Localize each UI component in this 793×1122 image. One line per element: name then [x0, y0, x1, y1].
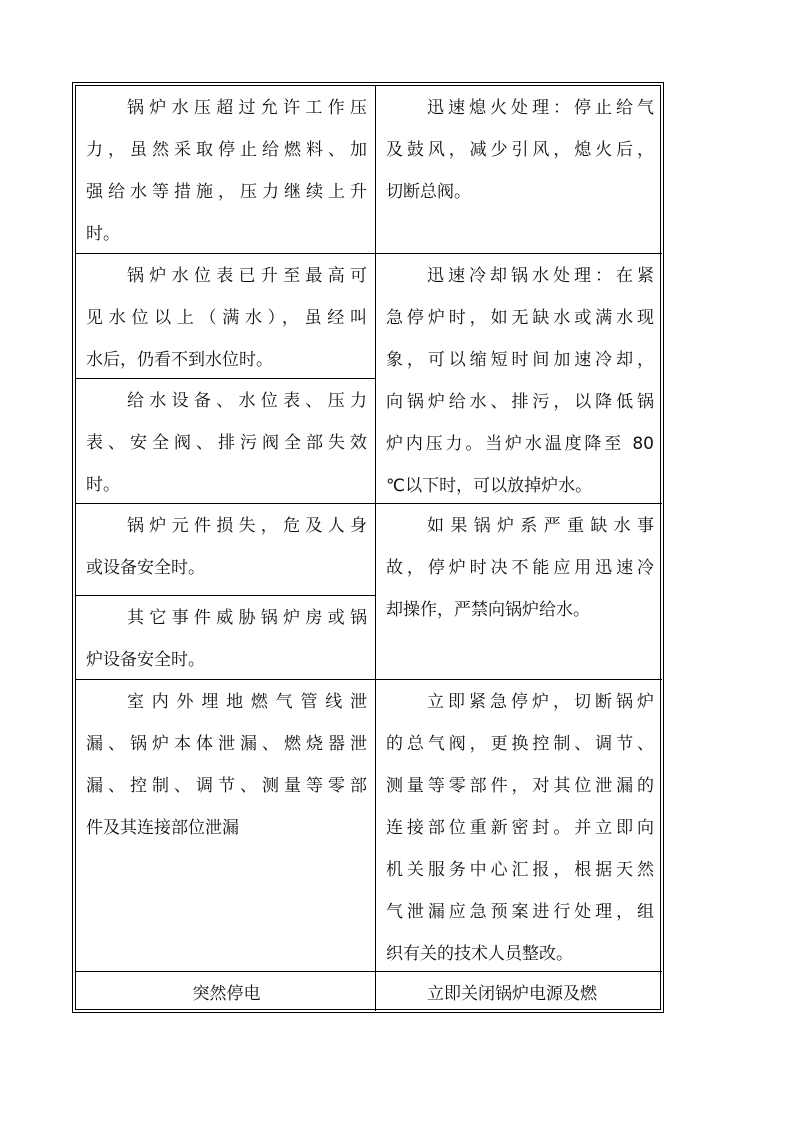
cell-text-line: 室内外埋地燃气管线泄 — [127, 692, 367, 712]
table-cell — [76, 254, 376, 379]
cell-text-line: 立即紧急停炉，切断锅炉 — [427, 692, 654, 712]
cell-text-line: 迅速熄火处理：停止给气 — [427, 98, 654, 118]
cell-text-line: 炉设备安全时。 — [86, 650, 205, 670]
cell-text-line: 强给水等措施，压力继续上升 — [86, 182, 367, 202]
cell-text-line: 的总气阀，更换控制、调节、 — [386, 734, 654, 754]
cell-text-line: 表、安全阀、排污阀全部失效 — [86, 433, 367, 453]
table-cell — [76, 972, 376, 1011]
cell-text-line: 连接部位重新密封。并立即向 — [386, 818, 654, 838]
cell-text-line: 如果锅炉系严重缺水事 — [427, 516, 654, 536]
cell-text-line: 锅炉水压超过允许工作压 — [127, 98, 367, 118]
cell-text-line: 及鼓风，减少引风，熄火后， — [386, 140, 654, 160]
cell-text-line: 突然停电 — [192, 984, 261, 1004]
cell-text-line: 锅炉元件损失，危及人身 — [127, 516, 367, 536]
cell-text-line: 立即关闭锅炉电源及燃 — [427, 984, 597, 1004]
cell-text-line: 或设备安全时。 — [86, 558, 205, 578]
cell-text-line: 切断总阀。 — [386, 182, 471, 202]
table-cell — [76, 86, 376, 254]
cell-text-line: 机关服务中心汇报，根据天然 — [386, 860, 654, 880]
cell-text-line: 气泄漏应急预案进行处理，组 — [386, 902, 654, 922]
table-cell — [376, 972, 662, 1011]
cell-text-line: 件及其连接部位泄漏 — [86, 818, 239, 838]
table-cell — [76, 379, 376, 504]
cell-text-line: 象，可以缩短时间加速冷却， — [386, 350, 654, 370]
cell-text-line: 炉内压力。当炉水温度降至 80 — [386, 434, 654, 454]
table-cell — [76, 504, 376, 596]
cell-text-line: 时。 — [86, 475, 120, 495]
cell-text-line: 向锅炉给水、排污，以降低锅 — [386, 392, 654, 412]
table-cell — [376, 504, 662, 680]
cell-text-line: 测量等零部件，对其位泄漏的 — [386, 776, 654, 796]
cell-text-line: ℃以下时，可以放掉炉水。 — [386, 476, 593, 496]
cell-text-line: 力，虽然采取停止给燃料、加 — [86, 140, 367, 160]
table-cell — [376, 254, 662, 504]
cell-text-line: 漏、锅炉本体泄漏、燃烧器泄 — [86, 734, 367, 754]
cell-text-line: 时。 — [86, 224, 120, 244]
cell-text-line: 其它事件威胁锅炉房或锅 — [127, 608, 367, 628]
cell-text-line: 故，停炉时决不能应用迅速冷 — [386, 558, 654, 578]
cell-text-line: 却操作，严禁向锅炉给水。 — [386, 600, 590, 620]
cell-text-line: 迅速冷却锅水处理：在紧 — [427, 266, 654, 286]
table-cell — [376, 86, 662, 254]
table-cell — [376, 680, 662, 972]
cell-text-line: 漏、控制、调节、测量等零部 — [86, 776, 367, 796]
cell-text-line: 水后，仍看不到水位时。 — [86, 350, 273, 370]
table-cell — [76, 680, 376, 972]
table-cell — [76, 596, 376, 680]
cell-text-line: 锅炉水位表已升至最高可 — [127, 266, 367, 286]
cell-text-line: 见水位以上（满水），虽经叫 — [86, 308, 367, 328]
emergency-table — [75, 85, 661, 1010]
cell-text-line: 给水设备、水位表、压力 — [127, 391, 367, 411]
cell-text-line: 急停炉时，如无缺水或满水现 — [386, 308, 654, 328]
cell-text-line: 织有关的技术人员整改。 — [386, 944, 573, 964]
